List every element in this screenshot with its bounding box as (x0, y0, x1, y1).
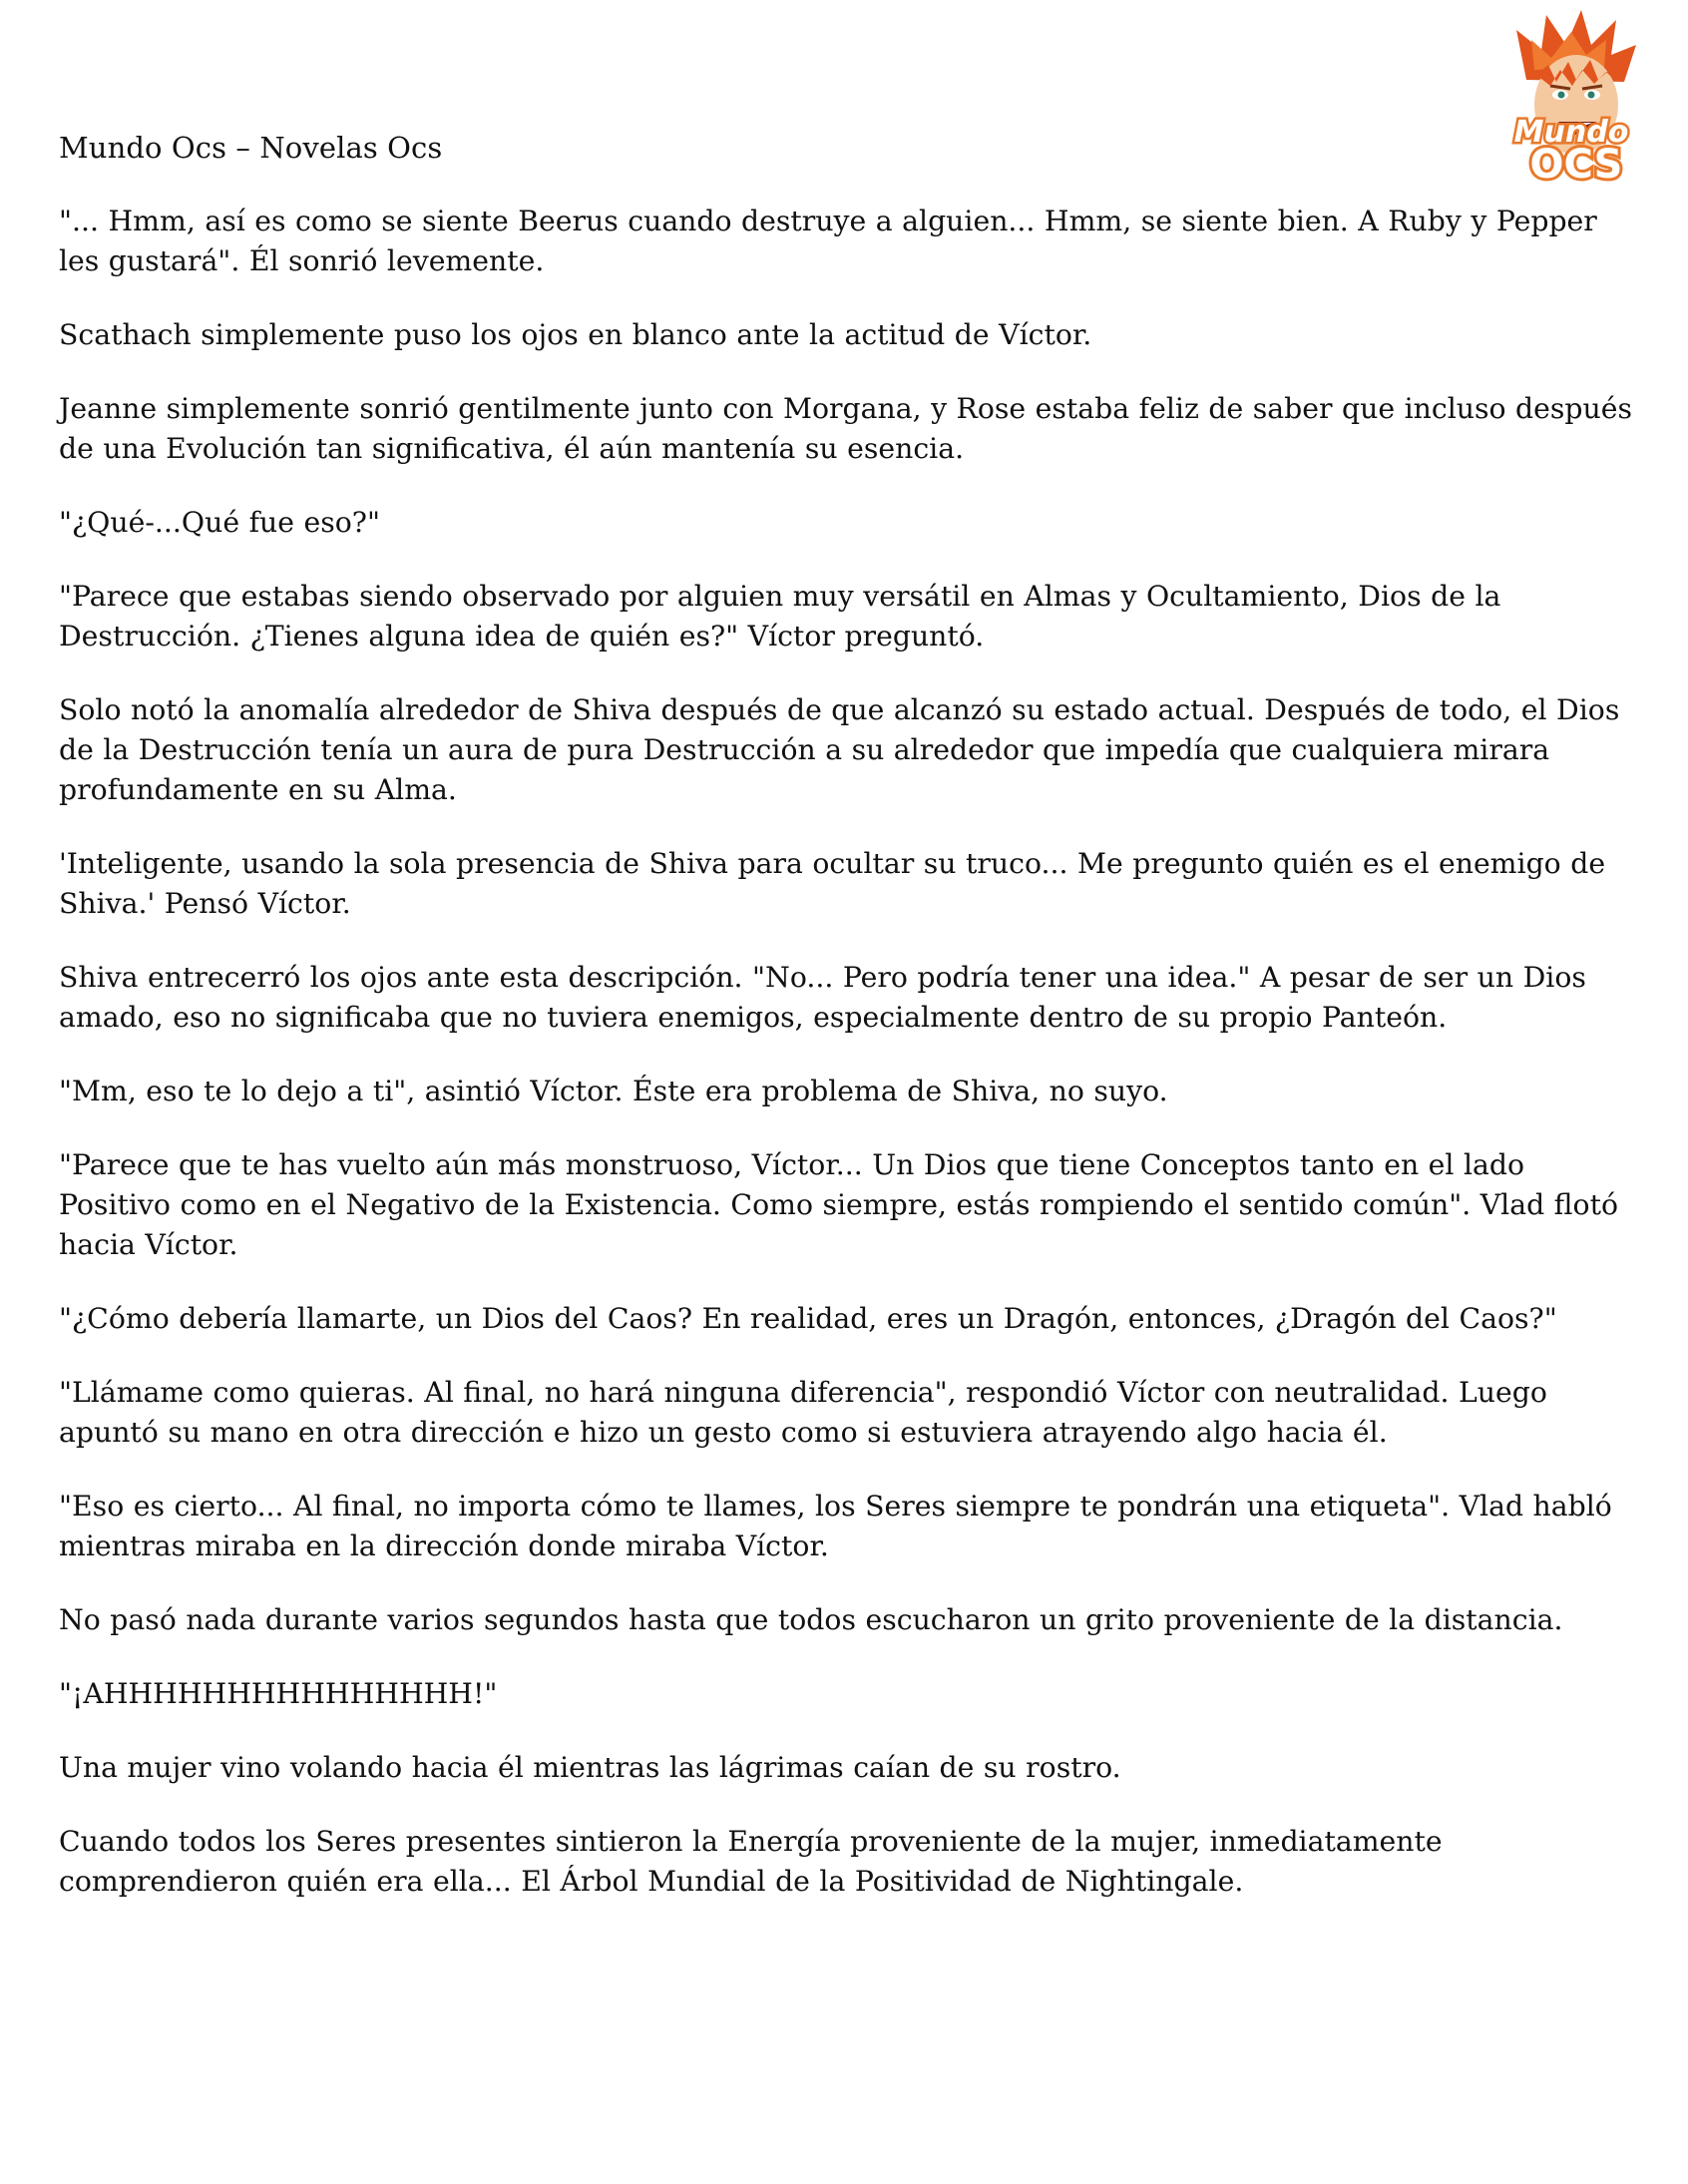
document-body (59, 202, 1645, 1936)
paragraph: "Parece que estabas siendo observado por alguien muy versátil en Almas y Ocultamiento, Dios de la Destrucción. ¿Tienes alguna idea de quién es?" Víctor preguntó. (59, 580, 1501, 653)
page-header: Mundo Ocs – Novelas Ocs (59, 131, 443, 165)
paragraph: "Parece que te has vuelto aún más monstruoso, Víctor... Un Dios que tiene Conceptos tanto en el lado Positivo como en el Negativo de la Existencia. Como siempre, estás rompiendo el sentido común". Vlad flotó hacia Víctor. (59, 1148, 1619, 1261)
svg-text:Mundo: Mundo (1513, 115, 1629, 150)
paragraph: "Llámame como quieras. Al final, no hará ninguna diferencia", respondió Víctor con neutralidad. Luego apuntó su mano en otra dirección e hizo un gesto como si estuviera atrayendo algo hacia él. (59, 1376, 1547, 1449)
paragraph: "Mm, eso te lo dejo a ti", asintió Víctor. Éste era problema de Shiva, no suyo. (59, 1075, 1168, 1107)
paragraph: "... Hmm, así es como se siente Beerus cuando destruye a alguien... Hmm, se siente bien. A Ruby y Pepper les gustará". Él sonrió levemente. (59, 205, 1597, 277)
paragraph: No pasó nada durante varios segundos hasta que todos escucharon un grito proveniente de la distancia. (59, 1603, 1563, 1636)
paragraph: "¿Qué-...Qué fue eso?" (59, 506, 380, 539)
paragraph: Jeanne simplemente sonrió gentilmente junto con Morgana, y Rose estaba feliz de saber que incluso después de una Evolución tan significativa, él aún mantenía su esencia. (59, 392, 1633, 465)
paragraph: "¿Cómo debería llamarte, un Dios del Caos? En realidad, eres un Dragón, entonces, ¿Dragón del Caos?" (59, 1302, 1557, 1335)
paragraph: Scathach simplemente puso los ojos en blanco ante la actitud de Víctor. (59, 318, 1092, 351)
svg-text:OCS: OCS (1529, 142, 1623, 185)
paragraph: 'Inteligente, usando la sola presencia de Shiva para ocultar su truco... Me pregunto quién es el enemigo de Shiva.' Pensó Víctor. (59, 847, 1606, 920)
paragraph: Solo notó la anomalía alrededor de Shiva después de que alcanzó su estado actual. Después de todo, el Dios de la Destrucción tenía un aura de pura Destrucción a su alrededor que impedía que cualquiera mirara profundamente en su Alma. (59, 693, 1620, 806)
paragraph: "Eso es cierto... Al final, no importa cómo te llames, los Seres siempre te pondrán una etiqueta". Vlad habló mientras miraba en la dirección donde miraba Víctor. (59, 1490, 1612, 1562)
paragraph: "¡AHHHHHHHHHHHHHHH!" (59, 1677, 498, 1710)
mundo-ocs-logo (1486, 10, 1656, 185)
paragraph: Una mujer vino volando hacia él mientras las lágrimas caían de su rostro. (59, 1751, 1121, 1784)
paragraph: Cuando todos los Seres presentes sintieron la Energía proveniente de la mujer, inmediatamente comprendieron quién era ella... El Árbol Mundial de la Positividad de Nightingale. (59, 1825, 1443, 1898)
paragraph: Shiva entrecerró los ojos ante esta descripción. "No... Pero podría tener una idea." A pesar de ser un Dios amado, eso no significaba que no tuviera enemigos, especialmente dentro de su propio Panteón. (59, 961, 1586, 1034)
